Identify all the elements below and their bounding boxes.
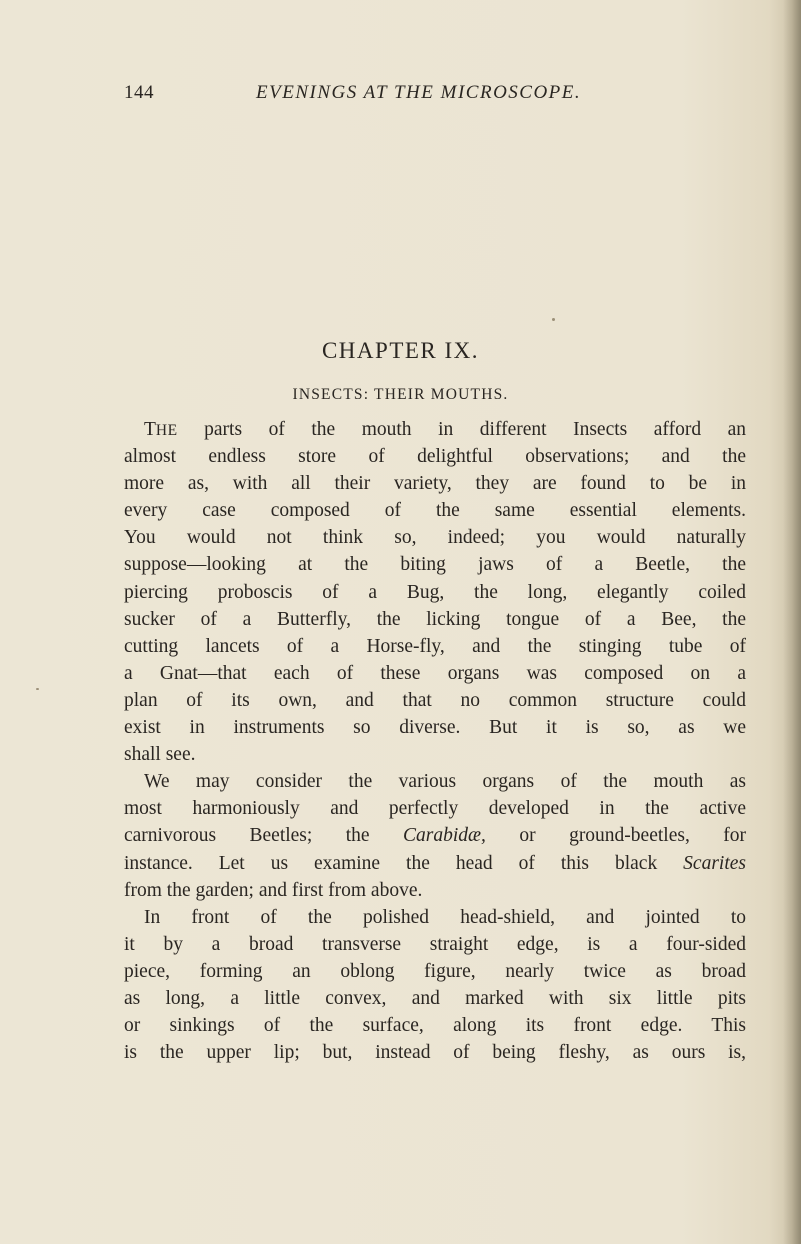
text-line: You would not think so, indeed; you would naturally	[124, 527, 746, 549]
text-line: it by a broad transverse straight edge, is a four-sided	[124, 933, 746, 955]
text-line: We may consider the various organs of the mouth as	[144, 771, 746, 793]
text-line: or sinkings of the surface, along its front edge. This	[124, 1015, 746, 1037]
line-text: instance. Let us examine the head of this black	[124, 852, 684, 874]
running-title: EVENINGS AT THE MICROSCOPE.	[256, 82, 582, 103]
text-line: piercing proboscis of a Bug, the long, elegantly coiled	[124, 581, 746, 603]
text-line: THE parts of the mouth in different Insects afford an	[144, 419, 746, 440]
paper-speck	[36, 688, 39, 690]
text-line: almost endless store of delightful observations; and the	[124, 446, 746, 468]
line-text: or ground-beetles, for	[485, 825, 746, 847]
line-text: carnivorous Beetles; the	[124, 825, 404, 847]
paper-speck	[552, 318, 555, 321]
text-line: every case composed of the same essential elements.	[124, 500, 746, 522]
text-line: suppose—looking at the biting jaws of a Beetle, the	[124, 554, 746, 576]
text-line: from the garden; and first from above.	[124, 879, 423, 901]
body-text	[124, 416, 746, 1066]
text-line: more as, with all their variety, they are found to be in	[124, 473, 746, 495]
text-line: a Gnat—that each of these organs was composed on a	[124, 662, 746, 684]
text-line	[124, 850, 746, 877]
text-line: is the upper lip; but, instead of being fleshy, as ours is,	[124, 1042, 746, 1064]
running-head	[124, 82, 684, 112]
text-line: In front of the polished head-shield, and jointed to	[144, 906, 746, 928]
text-line: exist in instruments so diverse. But it is so, as we	[124, 717, 746, 739]
line-text: parts of the mouth in different Insects afford an	[204, 419, 746, 440]
text-line: sucker of a Butterfly, the licking tongue of a Bee, the	[124, 608, 746, 630]
italic-term: Carabidæ,	[403, 825, 486, 847]
chapter-subtitle: INSECTS: THEIR MOUTHS.	[292, 386, 509, 403]
text-line: most harmoniously and perfectly developed in the active	[124, 798, 746, 820]
text-line: shall see.	[124, 744, 196, 766]
small-caps-lead: HE	[155, 422, 178, 439]
text-line: cutting lancets of a Horse-fly, and the stinging tube of	[124, 635, 746, 657]
page-edge-shadow	[783, 0, 801, 1244]
text-line: piece, forming an oblong figure, nearly twice as broad	[124, 960, 746, 982]
text-line	[124, 822, 746, 849]
text-line: as long, a little convex, and marked with six little pits	[124, 987, 746, 1009]
chapter-title: CHAPTER IX.	[321, 338, 480, 363]
italic-term: Scarites	[683, 852, 746, 874]
text-line: plan of its own, and that no common structure could	[124, 689, 746, 711]
page-number: 144	[124, 82, 154, 103]
